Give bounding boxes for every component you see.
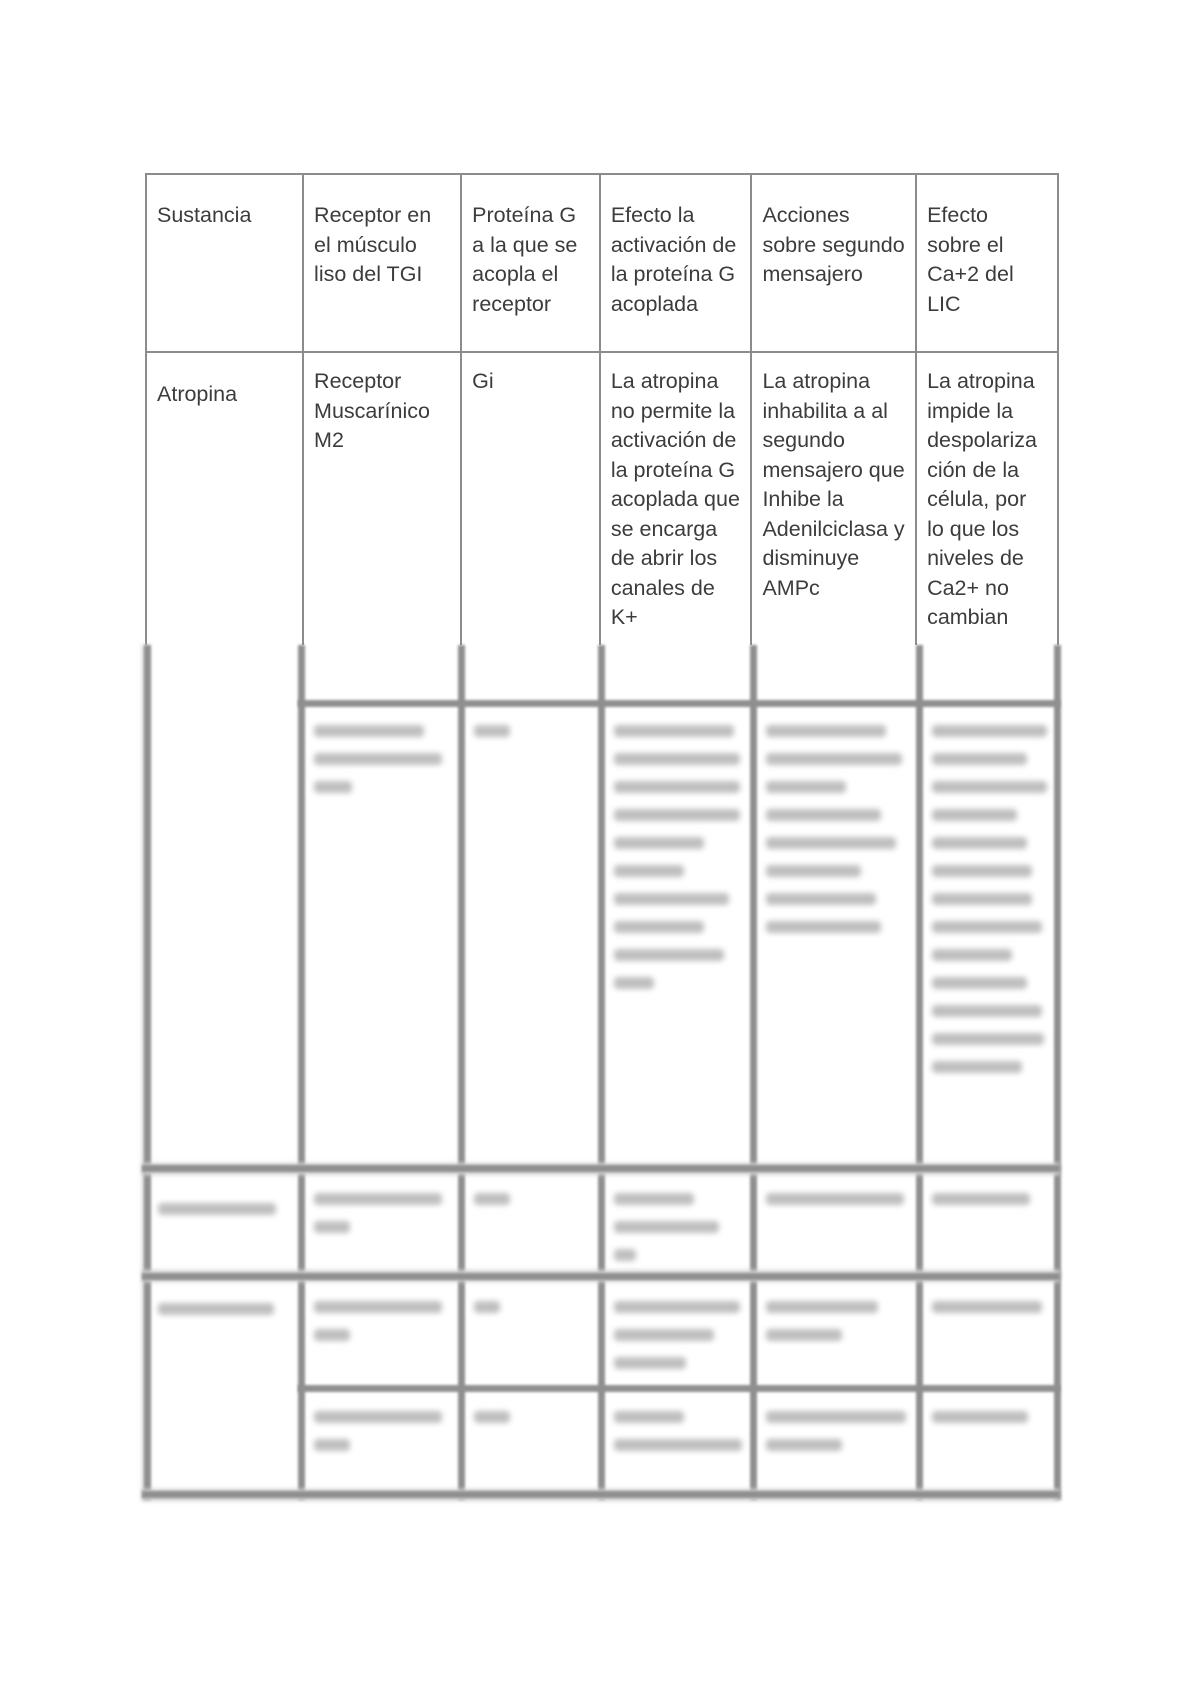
blur-line: [598, 645, 605, 1500]
blur-text: [932, 1193, 1030, 1205]
blur-text: [932, 837, 1027, 849]
blur-text: [614, 1249, 636, 1261]
blur-text: [614, 1301, 740, 1313]
blur-text: [932, 1301, 1042, 1313]
blur-text: [766, 725, 886, 737]
blur-text: [766, 865, 861, 877]
blur-text: [614, 837, 704, 849]
blur-text: [314, 1411, 442, 1423]
blur-text: [614, 725, 734, 737]
blur-text: [314, 1193, 442, 1205]
blur-text: [314, 1329, 350, 1341]
cell-acciones-segundo-mensajero: La atropina inhabilita a al segundo mensajero que Inhibe la Adenilciclasa y disminuye AMPc: [751, 352, 916, 666]
blur-line: [142, 1165, 1060, 1172]
blur-text: [766, 1329, 842, 1341]
header-efecto-ca: Efecto sobre el Ca+2 del LIC: [916, 174, 1058, 352]
blur-line: [916, 645, 923, 1500]
blur-text: [474, 725, 510, 737]
cell-sustancia: [146, 352, 303, 666]
blur-text: [614, 1357, 686, 1369]
blur-line: [298, 1385, 1060, 1392]
blurred-table-section: [142, 645, 1064, 1505]
blur-text: [614, 1221, 719, 1233]
blur-text: [766, 1301, 878, 1313]
pharmacology-table: [145, 173, 1059, 667]
blur-text: [314, 753, 442, 765]
blur-text: [932, 781, 1047, 793]
blurred-table-grid: [142, 645, 1064, 1505]
header-acciones-segundo-mensajero: Acciones sobre segundo mensajero: [751, 174, 916, 352]
blur-text: [158, 1203, 276, 1215]
blur-text: [932, 1005, 1042, 1017]
blur-text: [766, 1411, 906, 1423]
blur-line: [144, 645, 151, 1500]
blur-text: [614, 1411, 684, 1423]
blur-text: [766, 921, 881, 933]
blur-line: [458, 645, 465, 1500]
blur-text: [614, 1329, 714, 1341]
blur-text: [614, 1193, 694, 1205]
blur-text: [614, 977, 654, 989]
blur-text: [158, 1303, 274, 1315]
blur-text: [314, 725, 424, 737]
header-receptor: Receptor en el músculo liso del TGI: [303, 174, 461, 352]
cell-proteina-g: Gi: [461, 352, 600, 666]
sustancia-label: Atropina: [157, 382, 238, 406]
blur-text: [932, 725, 1047, 737]
blur-text: [932, 1061, 1022, 1073]
blur-text: [614, 809, 740, 821]
header-sustancia: Sustancia: [146, 174, 303, 352]
blur-text: [474, 1301, 500, 1313]
blur-text: [614, 781, 740, 793]
blur-text: [614, 893, 729, 905]
blur-line: [1054, 645, 1061, 1500]
blur-text: [614, 865, 684, 877]
blur-text: [766, 809, 881, 821]
blur-line: [750, 645, 757, 1500]
blur-text: [474, 1411, 510, 1423]
blur-line: [142, 1491, 1060, 1498]
blur-text: [932, 809, 1017, 821]
cell-efecto-ca: La atropina impide la despolarización de la célula, por lo que los niveles de Ca2+ no cambian: [916, 352, 1058, 666]
blur-text: [766, 753, 902, 765]
header-proteina-g: Proteína G a la que se acopla el receptor: [461, 174, 600, 352]
blur-text: [932, 865, 1032, 877]
blur-text: [766, 1193, 904, 1205]
blur-text: [314, 1221, 350, 1233]
blur-text: [932, 977, 1027, 989]
blur-text: [314, 1301, 442, 1313]
blur-line: [298, 645, 305, 1500]
blur-text: [766, 1439, 842, 1451]
blur-line: [142, 1273, 1060, 1280]
cell-efecto-activacion: La atropina no permite la activación de la proteína G acoplada que se encarga de abrir los canales de K+: [600, 352, 752, 666]
blur-text: [614, 921, 704, 933]
blur-text: [932, 921, 1042, 933]
table-header-row: [146, 174, 1058, 352]
blur-text: [314, 781, 352, 793]
blur-text: [766, 837, 896, 849]
blur-text: [766, 781, 846, 793]
blur-text: [932, 1411, 1028, 1423]
blur-text: [614, 949, 724, 961]
blur-text: [932, 753, 1027, 765]
blur-text: [932, 893, 1032, 905]
cell-receptor: Receptor Muscarínico M2: [303, 352, 461, 666]
header-efecto-activacion: Efecto la activación de la proteína G acoplada: [600, 174, 752, 352]
blur-text: [314, 1439, 350, 1451]
blur-text: [474, 1193, 510, 1205]
blur-line: [298, 700, 1060, 707]
blur-text: [766, 893, 876, 905]
blur-text: [932, 1033, 1044, 1045]
blur-text: [932, 949, 1012, 961]
table-row: [146, 352, 1058, 666]
blur-text: [614, 753, 740, 765]
blur-text: [614, 1439, 742, 1451]
